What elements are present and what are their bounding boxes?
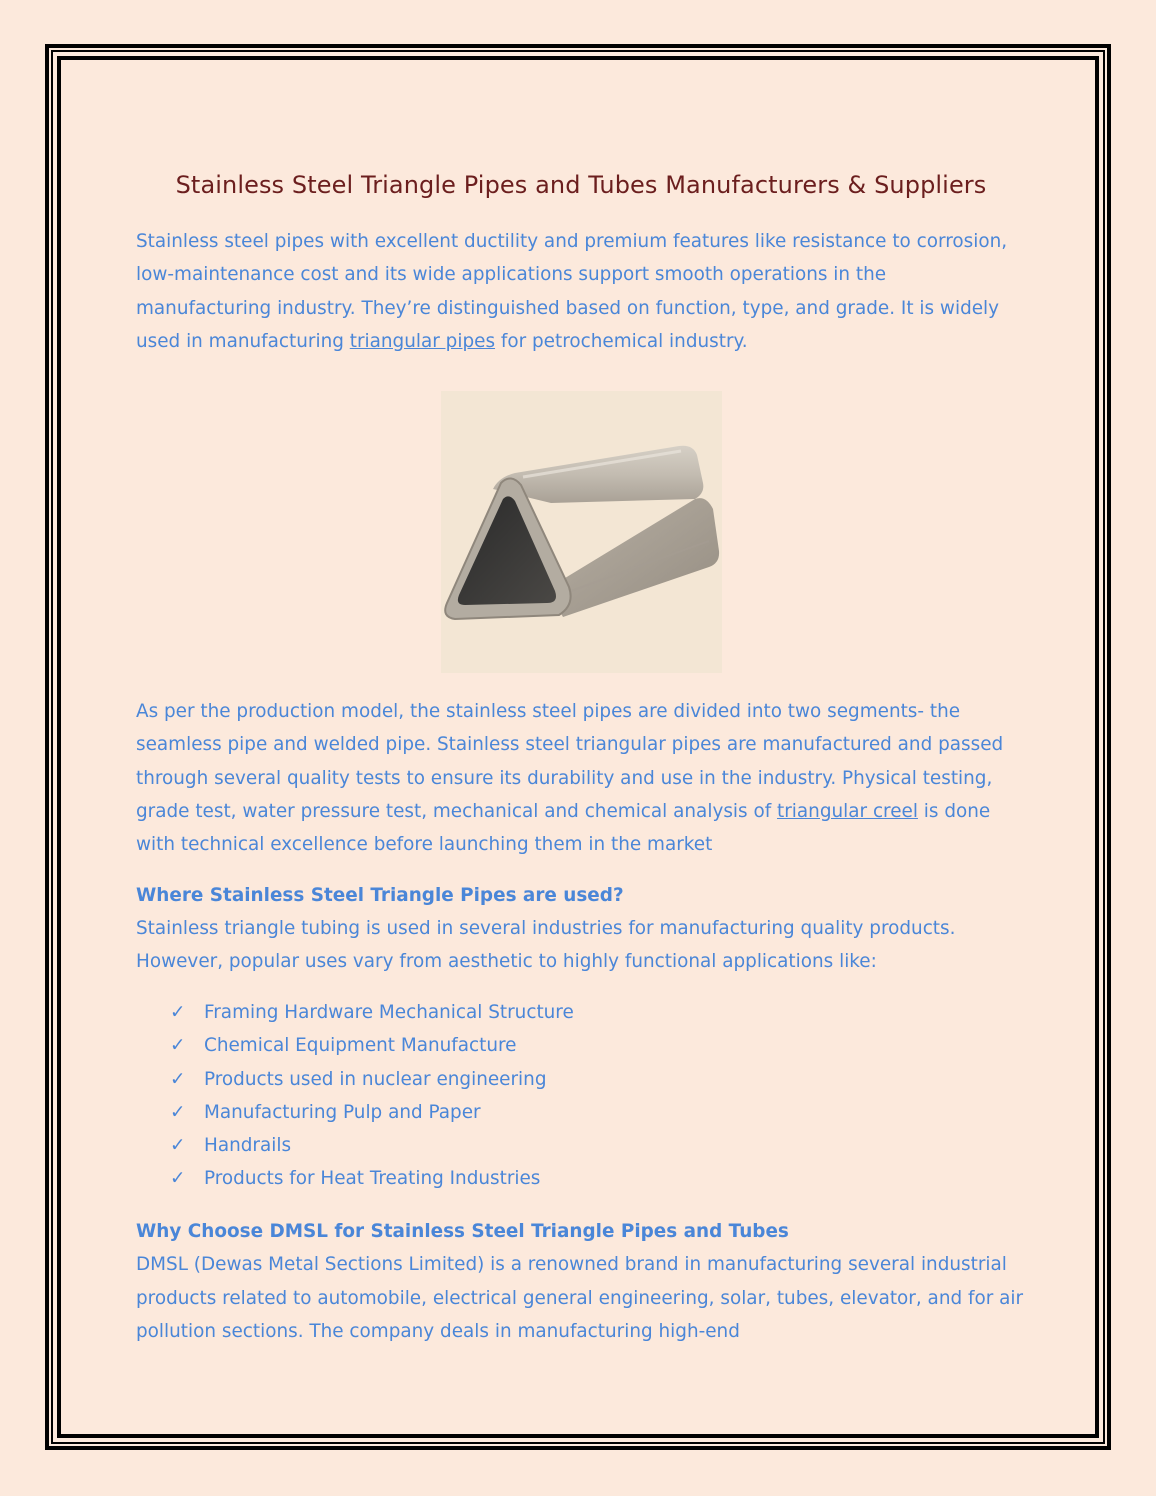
triangular-steel-pipe-photo [441, 391, 722, 673]
checkmark-icon: ✓ [170, 1101, 186, 1123]
list-item [170, 1162, 1026, 1195]
document-content [136, 165, 1026, 1348]
list-item-text: Framing Hardware Mechanical Structure [204, 1002, 574, 1024]
list-item [170, 1129, 1026, 1162]
checkmark-icon: ✓ [170, 1168, 186, 1190]
list-item [170, 1096, 1026, 1129]
page-title: Stainless Steel Triangle Pipes and Tubes Manufacturers & Suppliers [175, 171, 987, 199]
triangular-pipes-link[interactable]: triangular pipes [349, 330, 496, 352]
list-item-text: Handrails [204, 1135, 292, 1157]
why-heading: Why Choose DMSL for Stainless Steel Triangle Pipes and Tubes [136, 1221, 789, 1243]
intro-text-end: for petrochemical industry. [495, 330, 748, 352]
checkmark-icon: ✓ [170, 1035, 186, 1057]
production-text-end: is done with technical excellence before launching them in the market [136, 801, 991, 856]
intro-text: Stainless steel pipes with excellent ductility and premium features like resistance to corrosion, low-maintenance cost and its wide applications support smooth operations in the manufacturing industry. They’re distinguished based on function, type, and grade. It is widely used in manufacturing [136, 231, 1008, 352]
intro-paragraph [136, 225, 1026, 358]
uses-list [136, 996, 1026, 1195]
triangular-creel-link[interactable]: triangular creel [777, 801, 918, 823]
checkmark-icon: ✓ [170, 1002, 186, 1024]
production-paragraph [136, 695, 1026, 861]
list-item [170, 1063, 1026, 1096]
production-text: As per the production model, the stainless steel pipes are divided into two segments- the seamless pipe and welded pipe. Stainless steel triangular pipes are manufactured and passed through several quality tests to ensure its durability and use in the industry. Physical testing, grade test, water pressure test, mechanical and chemical analysis of [136, 701, 1004, 823]
list-item-text: Manufacturing Pulp and Paper [204, 1101, 481, 1123]
why-paragraph: DMSL (Dewas Metal Sections Limited) is a renowned brand in manufacturing several industrial products related to automobile, electrical general engineering, solar, tubes, elevator, and for air pollution sections. The company deals in manufacturing high-end [136, 1254, 1024, 1343]
list-item-text: Chemical Equipment Manufacture [204, 1035, 517, 1057]
list-item [170, 996, 1026, 1029]
uses-paragraph: Stainless triangle tubing is used in several industries for manufacturing quality products. However, popular uses vary from aesthetic to highly functional applications like: [136, 917, 956, 972]
checkmark-icon: ✓ [170, 1068, 186, 1090]
list-item-text: Products for Heat Treating Industries [204, 1168, 541, 1190]
list-item [170, 1029, 1026, 1062]
list-item-text: Products used in nuclear engineering [204, 1068, 547, 1090]
uses-heading: Where Stainless Steel Triangle Pipes are used? [136, 884, 624, 906]
checkmark-icon: ✓ [170, 1135, 186, 1157]
